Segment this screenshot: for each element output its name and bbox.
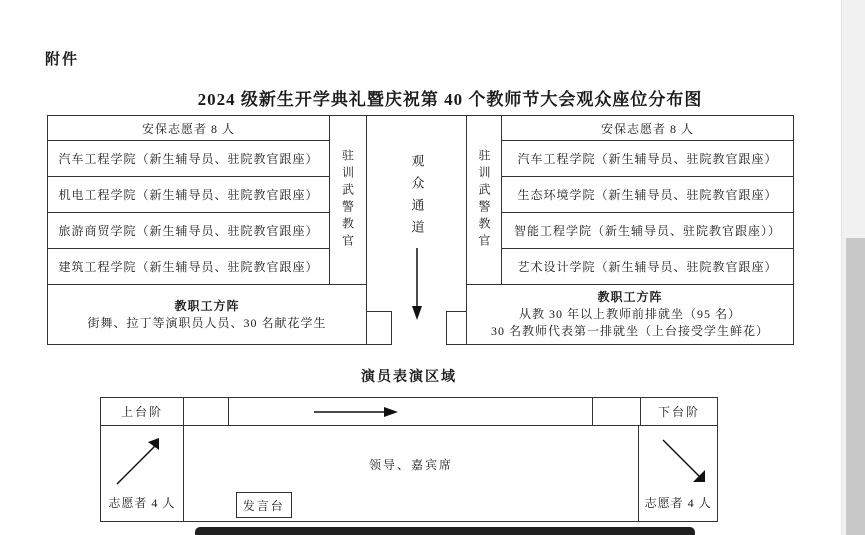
college-row: 机电工程学院（新生辅导员、驻院教官跟座） [48, 177, 329, 213]
channel-step-right [446, 311, 467, 345]
stairs-up-cell: 上台阶 [101, 398, 184, 425]
stage-top-row [101, 398, 717, 426]
volunteers-right-cell [639, 426, 717, 521]
stage-front-bar [195, 527, 695, 535]
page-title: 2024 级新生开学典礼暨庆祝第 40 个教师节大会观众座位分布图 [197, 90, 703, 109]
guard-column-left [329, 115, 367, 285]
stage-bottom-row [101, 426, 717, 521]
channel-down-arrow-icon [407, 248, 427, 320]
stairs-down-cell: 下台阶 [657, 405, 700, 419]
faculty-block-right [466, 284, 794, 345]
channel-label: 观众通道 [409, 154, 425, 242]
vip-seats-cell [184, 426, 640, 521]
vertical-scrollbar[interactable] [841, 0, 865, 535]
college-row: 旅游商贸学院（新生辅导员、驻院教官跟座） [48, 213, 329, 249]
guard-right-label: 驻训武警教官 [477, 149, 491, 251]
performance-area-title: 演员表演区域 [361, 370, 457, 385]
faculty-line: 街舞、拉丁等演职员人员、30 名献花学生 [87, 315, 327, 330]
college-row: 艺术设计学院（新生辅导员、驻院教官跟座） [517, 260, 778, 274]
right-audience-table [501, 115, 794, 285]
security-volunteers-cell: 安保志愿者 8 人 [502, 116, 793, 141]
faculty-line: 从教 30 年以上教师前排就坐（95 名） [518, 307, 741, 321]
college-row: 建筑工程学院（新生辅导员、驻院教官跟座） [58, 260, 319, 274]
faculty-title: 教职工方阵 [174, 298, 240, 313]
audience-seating-diagram [47, 115, 794, 345]
faculty-title: 教职工方阵 [597, 290, 663, 304]
college-row: 汽车工程学院（新生辅导员、驻院教官跟座） [502, 141, 793, 177]
college-row: 生态环境学院（新生辅导员、驻院教官跟座） [502, 177, 793, 213]
guard-column-right [466, 115, 503, 285]
vip-seats-label: 领导、嘉宾席 [368, 458, 453, 472]
attachment-label: 附件 [45, 52, 80, 68]
stage-direction-cell [229, 398, 593, 425]
stage-table [100, 397, 718, 522]
channel-step-left [366, 311, 392, 345]
volunteer-down-arrow-icon [655, 436, 711, 488]
right-arrow-icon [314, 406, 398, 418]
volunteer-up-arrow-icon [113, 436, 169, 488]
stage-spacer-cell [184, 398, 229, 425]
college-row: 汽车工程学院（新生辅导员、驻院教官跟座） [48, 141, 329, 177]
volunteers-left-label: 志愿者 4 人 [108, 496, 176, 510]
left-audience-table [47, 115, 330, 285]
stage-spacer-cell [593, 398, 641, 425]
faculty-block-left [47, 284, 367, 345]
guard-left-label: 驻训武警教官 [340, 149, 355, 251]
security-volunteers-cell: 安保志愿者 8 人 [48, 116, 329, 141]
college-row: 智能工程学院（新生辅导员、驻院教官跟座）） [502, 213, 793, 249]
volunteers-left-cell [101, 426, 184, 521]
faculty-line: 30 名教师代表第一排就坐（上台接受学生鲜花） [490, 324, 769, 338]
volunteers-right-label: 志愿者 4 人 [644, 496, 712, 510]
podium-box: 发言台 [236, 492, 292, 518]
scrollbar-thumb[interactable] [846, 238, 865, 535]
